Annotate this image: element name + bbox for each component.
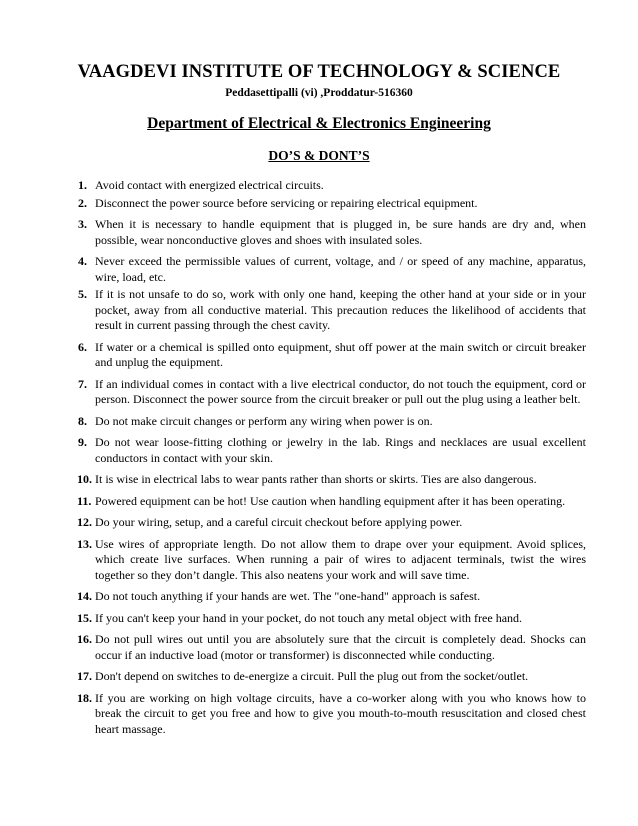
rule-item — [78, 611, 586, 627]
rule-text: Do not pull wires out until you are absolutely sure that the circuit is completely dead. Shocks can occur if an inductive load (motor or transformer) is disconnected while conducting. — [95, 632, 586, 662]
rule-item — [78, 377, 586, 408]
rule-text: It is wise in electrical labs to wear pants rather than shorts or skirts. Ties are also dangerous. — [95, 472, 537, 486]
rule-number: 7. — [78, 376, 87, 391]
rule-text: If you can't keep your hand in your pocket, do not touch any metal object with free hand. — [95, 610, 523, 625]
rule-number: 13. — [77, 536, 92, 551]
rule-item — [78, 196, 586, 212]
rule-number: 14. — [77, 589, 92, 603]
rule-text: Don't depend on switches to de-energize a circuit. Pull the plug out from the socket/outlet. — [95, 669, 529, 683]
rule-number: 4. — [78, 254, 87, 268]
rule-number: 3. — [78, 217, 87, 231]
rule-text: Use wires of appropriate length. Do not allow them to drape over your equipment. Avoid splices, which create live surfaces. When running a pair of wires to adjacent terminals, twist the wires together so they don’t dangle. This also neatens your work and will save time. — [95, 536, 586, 582]
rule-text: If it is not unsafe to do so, work with only one hand, keeping the other hand at your side or in your pocket, away from all conductive material. This precaution reduces the likelihood of accidents that result in current passing through the chest cavity. — [95, 287, 586, 332]
rule-item — [78, 340, 586, 371]
rule-text: Do your wiring, setup, and a careful circuit checkout before applying power. — [95, 515, 463, 529]
rule-item — [78, 515, 586, 531]
rule-text: If an individual comes in contact with a live electrical conductor, do not touch the equipment, cord or person. Disconnect the power source from the circuit breaker or pull out the plug using a leather belt. — [95, 376, 586, 406]
rule-text: If water or a chemical is spilled onto equipment, shut off power at the main switch or circuit breaker and unplug the equipment. — [95, 339, 586, 369]
rule-number: 9. — [78, 435, 87, 449]
rule-text: Never exceed the permissible values of current, voltage, and / or speed of any machine, apparatus, wire, load, etc. — [95, 254, 586, 284]
rule-text: Do not wear loose-fitting clothing or jewelry in the lab. Rings and necklaces are usual excellent conductors in contact with your skin. — [95, 435, 586, 465]
rule-item — [78, 632, 586, 663]
rule-number: 11. — [77, 493, 92, 508]
institute-name: VAAGDEVI INSTITUTE OF TECHNOLOGY & SCIENCE — [77, 62, 561, 82]
rule-text: If you are working on high voltage circuits, have a co-worker along with you who knows how to break the circuit to get you free and how to give you mouth-to-mouth resuscitation and closed chest heart massage. — [95, 690, 586, 736]
rule-number: 12. — [77, 515, 92, 529]
rule-number: 18. — [77, 690, 92, 705]
rule-number: 2. — [78, 195, 87, 210]
rule-text: Do not make circuit changes or perform any wiring when power is on. — [95, 413, 433, 428]
rule-number: 8. — [78, 413, 87, 428]
rule-number: 6. — [78, 339, 87, 354]
institute-address: Peddasettipalli (vi) ,Proddatur-516360 — [225, 87, 413, 99]
rule-number: 10. — [77, 472, 92, 486]
rule-text: When it is necessary to handle equipment that is plugged in, be sure hands are dry and, when possible, wear nonconductive gloves and shoes with insulated soles. — [95, 217, 586, 247]
page-title: DO’S & DONT’S — [268, 148, 370, 163]
rule-item — [78, 435, 586, 466]
rule-item — [78, 589, 586, 605]
rule-item — [78, 287, 586, 334]
rule-number: 16. — [77, 632, 92, 646]
rule-number: 1. — [78, 178, 87, 192]
rule-text: Avoid contact with energized electrical circuits. — [95, 178, 324, 192]
rule-text: Disconnect the power source before servicing or repairing electrical equipment. — [95, 195, 478, 210]
rule-item — [78, 472, 586, 488]
rules-list — [78, 178, 586, 737]
rule-item — [78, 669, 586, 685]
rule-item — [78, 254, 586, 285]
rule-text: Do not touch anything if your hands are wet. The "one-hand" approach is safest. — [95, 589, 481, 603]
rule-item — [78, 178, 586, 194]
rule-item — [78, 217, 586, 248]
department-name: Department of Electrical & Electronics Engineering — [147, 115, 491, 132]
rule-number: 5. — [78, 287, 87, 301]
rule-item — [78, 537, 586, 584]
rule-item — [78, 494, 586, 510]
rule-number: 15. — [77, 610, 92, 625]
rule-item — [78, 691, 586, 738]
rule-item — [78, 414, 586, 430]
rule-text: Powered equipment can be hot! Use caution when handling equipment after it has been operating. — [95, 493, 566, 508]
rule-number: 17. — [77, 669, 92, 683]
